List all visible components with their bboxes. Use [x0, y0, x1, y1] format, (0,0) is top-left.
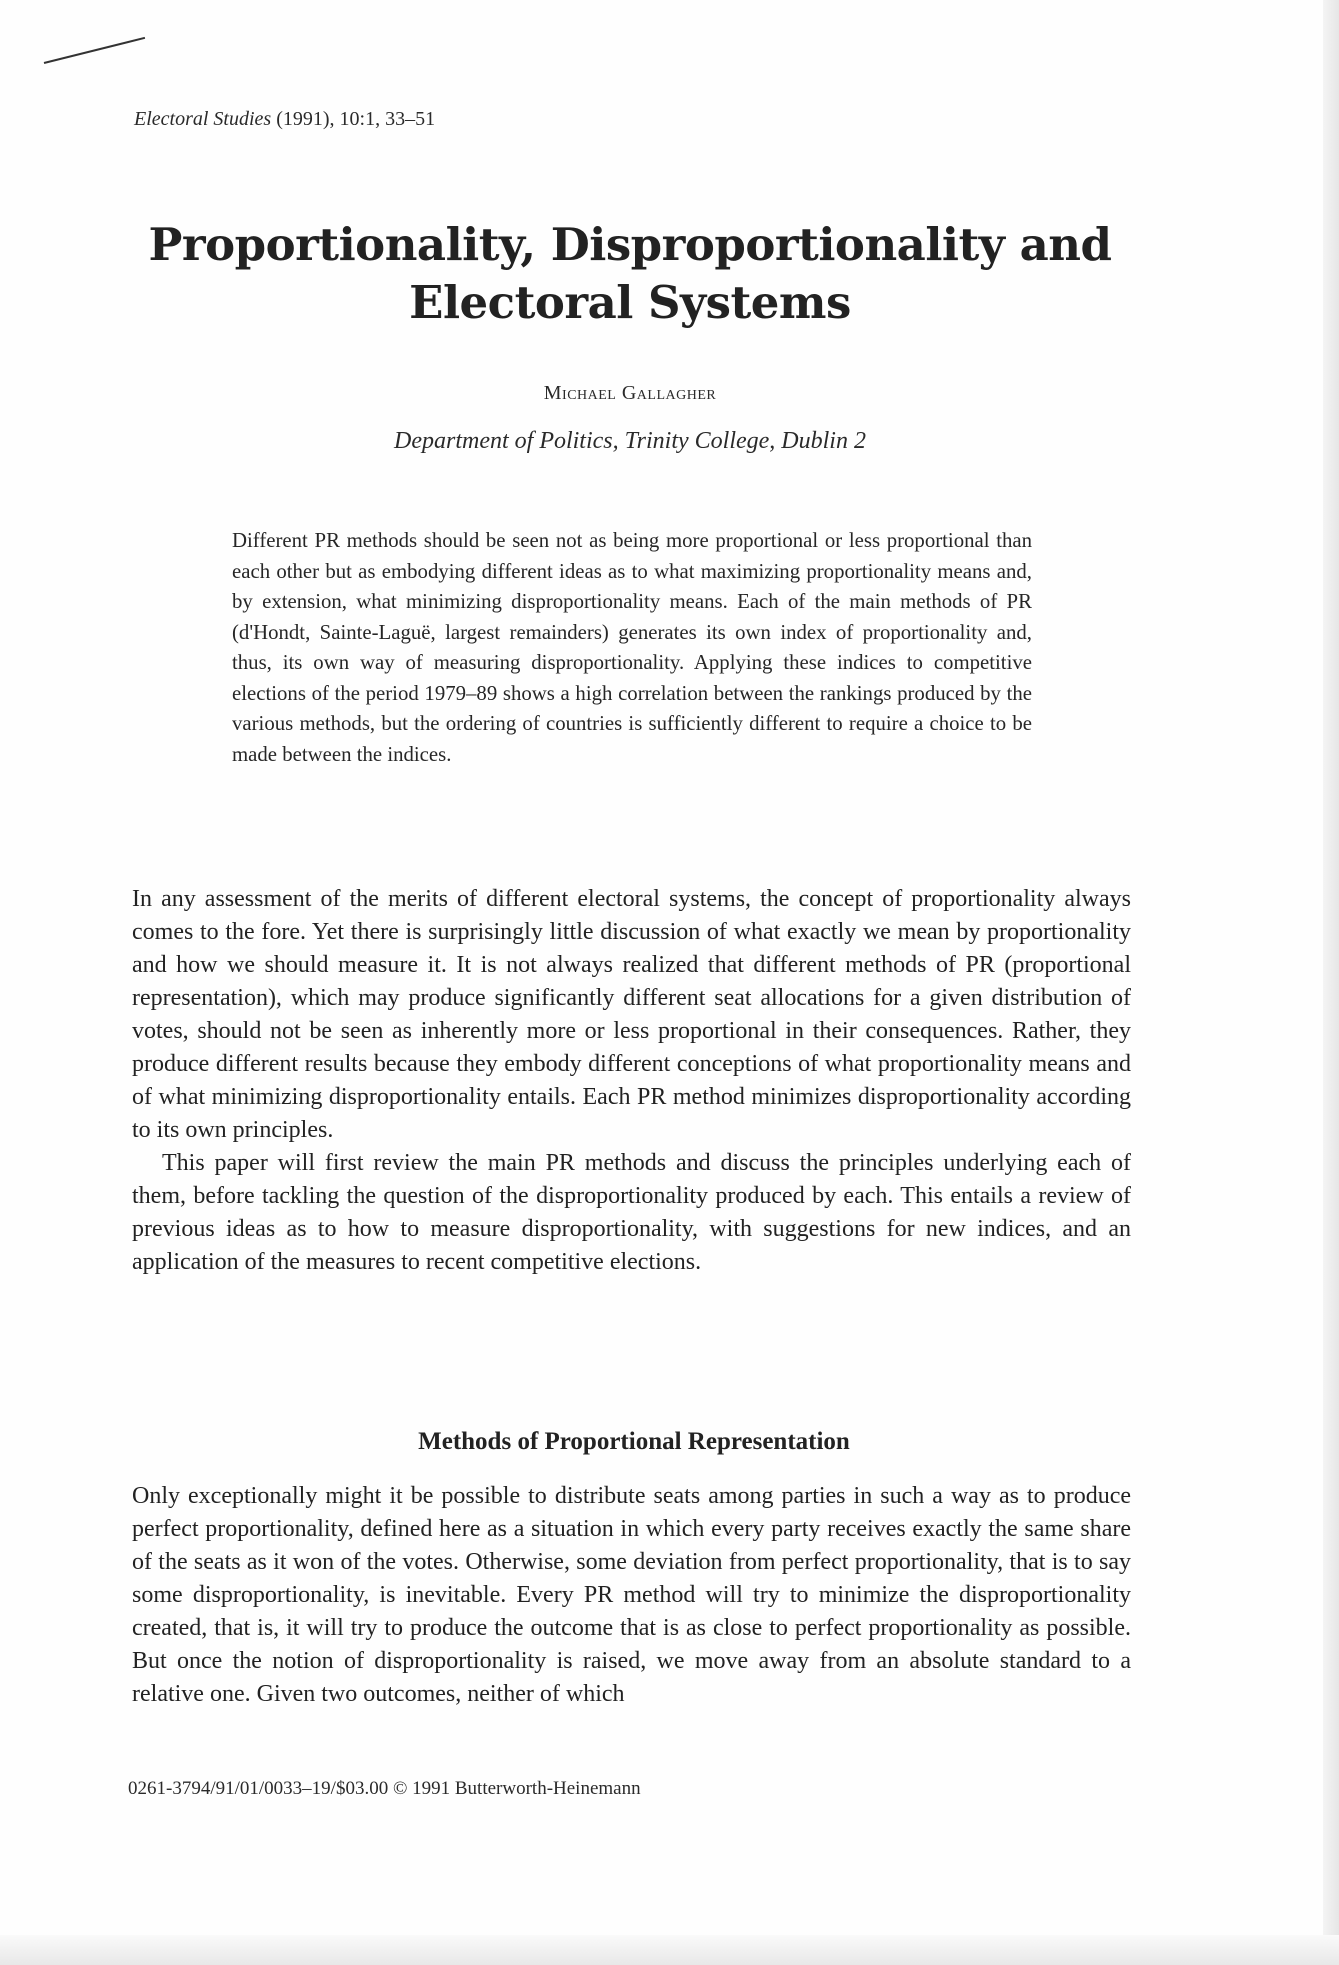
- paragraph: Only exceptionally might it be possible to distribute seats among parties in such a way as to produce perfect proportionality, defined here as a situation in which every party receives exactly the same share of the seats as it won of the votes. Otherwise, some deviation from perfect proportionality, that is to say some disproportionality, is inevitable. Every PR method will try to minimize the disproportionality created, that is, it will try to produce the outcome that is as close to perfect proportionality as possible. But once the notion of disproportionality is raised, we move away from an absolute standard to a relative one. Given two outcomes, neither of which: [132, 1483, 1131, 1707]
- copyright-footer: 0261-3794/91/01/0033–19/$03.00 © 1991 Butterworth-Heinemann: [128, 1778, 641, 1799]
- page-edge-bottom: [0, 1935, 1339, 1965]
- author-name: Michael Gallagher: [543, 382, 717, 404]
- article-title: Proportionality, Disproportionality and Electoral Systems: [148, 218, 1112, 329]
- journal-name: Electoral Studies: [134, 108, 272, 130]
- author-affiliation: Department of Politics, Trinity College, Dublin 2: [394, 428, 866, 454]
- abstract: Different PR methods should be seen not as being more proportional or less proportional than each other but as embodying different ideas as to what maximizing proportionality means and, by extension, what minimizing disproportionality means. Each of the main methods of PR (d'Hondt, Sainte-Laguë, largest remainders) generates its own index of proportionality and, thus, its own way of measuring disproportionality. Applying these indices to competitive elections of the period 1979–89 shows a high correlation between the rankings produced by the various methods, but the ordering of countries is sufficiently different to require a choice to be made between the indices.: [232, 529, 1032, 766]
- journal-citation: [134, 108, 435, 131]
- section-heading: Methods of Proportional Representation: [418, 1428, 850, 1455]
- paragraph: This paper will first review the main PR methods and discuss the principles underlying each of them, before tackling the question of the disproportionality produced by each. This entails a review of previous ideas as to how to measure disproportionality, with suggestions for new indices, and an application of the measures to recent competitive elections.: [132, 1150, 1131, 1275]
- journal-volume: (1991), 10:1, 33–51: [271, 108, 436, 130]
- scan-mark: [44, 37, 145, 64]
- page-edge-right: [1323, 0, 1339, 1965]
- introduction: [132, 883, 1131, 1279]
- paragraph: In any assessment of the merits of different electoral systems, the concept of proportionality always comes to the fore. Yet there is surprisingly little discussion of what exactly we mean by proportionality and how we should measure it. It is not always realized that different methods of PR (proportional representation), which may produce significantly different seat allocations for a given distribution of votes, should not be seen as inherently more or less proportional in their consequences. Rather, they produce different results because they embody different conceptions of what proportionality means and of what minimizing disproportionality entails. Each PR method minimizes disproportionality according to its own principles.: [132, 886, 1131, 1143]
